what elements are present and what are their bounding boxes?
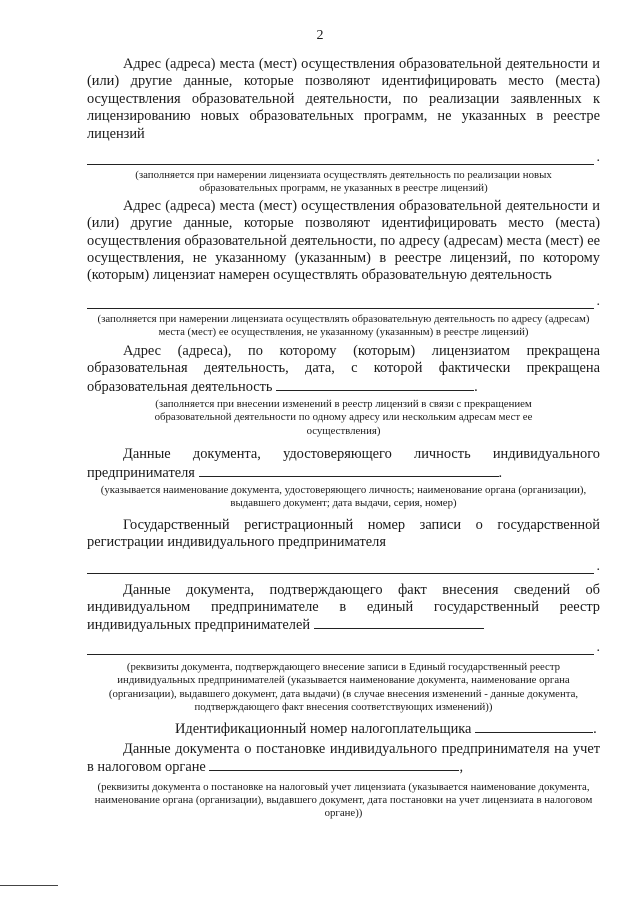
inn-field[interactable] <box>475 720 593 733</box>
identity-document-label: Данные документа, удостоверяющего личность индивидуального предпринимателя . <box>87 446 600 481</box>
tax-registration-note: (реквизиты документа о постановке на налоговый учет лицензиата (указывается наименование документа, наименование органа (организации), выдавшего документ, дата постановки на учет лицензиата в налоговом органе)) <box>94 780 593 820</box>
egrip-document-label: Данные документа, подтверждающего факт внесения сведений об индивидуальном предпринимателе в единый государственный реестр индивидуальных предпринимателей <box>87 581 600 634</box>
identity-document-field[interactable] <box>199 464 499 477</box>
terminated-address-field[interactable] <box>276 378 474 391</box>
new-programs-address-field[interactable]: . <box>87 151 600 165</box>
egrip-document-field-1[interactable] <box>314 616 484 629</box>
inn-label: Идентификационный номер налогоплательщика . <box>175 721 597 738</box>
registration-number-field[interactable]: . <box>87 560 600 574</box>
egrip-document-note: (реквизиты документа, подтверждающего внесение записи в Единый государственный реестр индивидуальных предпринимателей (указывается наименование документа, наименование органа (организации), выдавшего документ, дата выдачи) (в случае внесения изменений - данные документа, подтверждающего факт внесения соответствующих изменений)) <box>108 660 579 713</box>
new-programs-address-note: (заполняется при намерении лицензиата осуществлять деятельность по реализации новых образовательных программ, не указанных в реестре лицензий) <box>135 169 552 195</box>
new-address-field[interactable]: . <box>87 295 600 309</box>
terminated-address-note: (заполняется при внесении изменений в реестр лицензий в связи с прекращением образовательной деятельности по одному адресу или нескольким адресам мест ее осуществления) <box>154 397 533 437</box>
page-number: 2 <box>316 28 324 43</box>
registration-number-label: Государственный регистрационный номер записи о государственной регистрации индивидуального предпринимателя <box>87 516 600 551</box>
footnote-separator <box>0 885 58 886</box>
tax-registration-label: Данные документа о постановке индивидуального предпринимателя на учет в налоговом органе , <box>87 740 600 776</box>
identity-document-note: (указывается наименование документа, удостоверяющего личность; наименование органа (организации), выдавшего документ; дата выдачи, серия, номер) <box>100 483 587 510</box>
tax-registration-field[interactable] <box>209 758 459 771</box>
new-address-label: Адрес (адреса) места (мест) осуществления образовательной деятельности и (или) другие данные, которые позволяют идентифицировать место (места) осуществления образовательной деятельности, по адресу (адресам) места (мест) ее осуществления, не указанному (указанным) в реестре лицензий, по которому (которым) лицензиат намерен осуществлять образовательную деятельность <box>87 197 600 284</box>
form-content <box>87 56 600 821</box>
new-address-note: (заполняется при намерении лицензиата осуществлять образовательную деятельность по адресу (адресам) места (мест) ее осуществления, не указанному (указанным) в реестре лицензий) <box>97 312 590 339</box>
egrip-document-field-2[interactable]: . <box>87 641 600 655</box>
new-programs-address-label: Адрес (адреса) места (мест) осуществления образовательной деятельности и (или) другие данные, которые позволяют идентифицировать место (места) осуществления образовательной деятельности, по реализации заявленных к лицензированию новых образовательных программ, не указанных в реестре лицензий <box>87 56 600 142</box>
terminated-address-label: Адрес (адреса), по которому (которым) лицензиатом прекращена образовательная деятельность, дата, с которой фактически прекращена образовательная деятельность . <box>87 342 600 395</box>
